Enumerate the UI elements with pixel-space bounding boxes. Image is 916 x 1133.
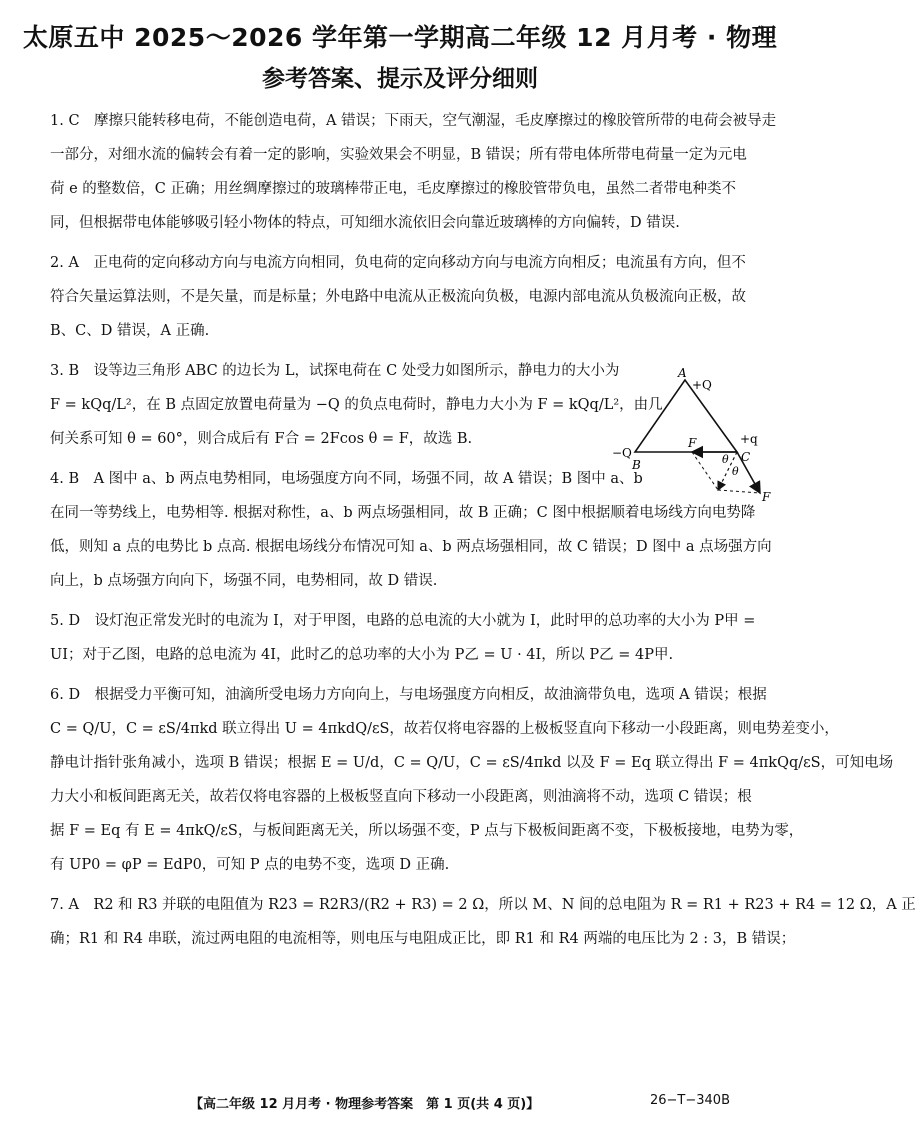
label-theta-2: θ: [732, 465, 739, 478]
answer-line: 一部分，对细水流的偏转会有着一定的影响，实验效果会不明显，B 错误；所有带电体所带电荷量一定为元电: [50, 147, 747, 163]
triangle-abc: [635, 380, 737, 452]
label-b: B: [632, 458, 641, 472]
answer-line: 向上，b 点场强方向向下，场强不同，电势相同，故 D 错误.: [50, 573, 438, 589]
label-f-left: F: [688, 436, 697, 450]
answer-7: [50, 888, 916, 956]
answer-line: 荷 e 的整数倍，C 正确；用丝绸摩擦过的玻璃棒带正电，毛皮摩擦过的橡胶管带负电，虽然二者带电种类不: [50, 181, 736, 197]
answer-line: 在同一等势线上，电势相等. 根据对称性，a、b 两点场强相同，故 B 正确；C 图中根据顺着电场线方向电势降: [50, 505, 756, 521]
answer-line: B、C、D 错误，A 正确.: [50, 323, 210, 339]
answer-line: 6. D 根据受力平衡可知，油滴所受电场力方向向上，与电场强度方向相反，故油滴带负电，选项 A 错误；根据: [50, 687, 767, 703]
answer-2: [50, 246, 765, 348]
answer-line: C = Q/U，C = εS/4πkd 联立得出 U = 4πkdQ/εS，故若仅将电容器的上极板竖直向下移动一小段距离，则电势差变小，: [50, 721, 839, 737]
label-a: A: [678, 366, 687, 380]
page-subtitle: 参考答案、提示及评分细则: [262, 66, 538, 92]
answer-1: [50, 104, 777, 240]
footer-page-info: 【高二年级 12 月月考 · 物理参考答案 第 1 页(共 4 页)】: [190, 1097, 540, 1112]
answer-line: 力大小和板间距离无关，故若仅将电容器的上极板竖直向下移动一小段距离，则油滴将不动，选项 C 错误；根: [50, 789, 752, 805]
label-plus-q-c: +q: [740, 432, 758, 446]
answer-line: 4. B A 图中 a、b 两点电势相同，电场强度方向不同，场强不同，故 A 错误；B 图中 a、b: [50, 471, 643, 487]
answer-line: 1. C 摩擦只能转移电荷，不能创造电荷，A 错误；下雨天，空气潮湿，毛皮摩擦过的橡胶管所带的电荷会被导走: [50, 113, 777, 129]
answer-line: UI；对于乙图，电路的总电流为 4I，此时乙的总功率的大小为 P乙 = U · 4I，所以 P乙 = 4P甲.: [50, 647, 674, 663]
footer-code: 26−T−340B: [650, 1093, 730, 1108]
label-minus-q: −Q: [612, 446, 632, 460]
answer-line: 有 UP0 = φP = EdP0，可知 P 点的电势不变，选项 D 正确.: [50, 857, 450, 873]
page-title: 太原五中 2025～2026 学年第一学期高二年级 12 月月考 · 物理: [22, 23, 778, 52]
answers-body: [50, 104, 916, 962]
answer-6: [50, 678, 894, 882]
answer-line: 3. B 设等边三角形 ABC 的边长为 L，试探电荷在 C 处受力如图所示，静电力的大小为: [50, 363, 620, 379]
label-plus-q-top: +Q: [692, 378, 712, 392]
answer-line: F = kQq/L²，在 B 点固定放置电荷量为 −Q 的负点电荷时，静电力大小为 F = kQq/L²，由几: [50, 397, 663, 413]
label-theta-1: θ: [722, 453, 729, 466]
answer-line: 5. D 设灯泡正常发光时的电流为 I，对于甲图，电路的总电流的大小就为 I，此时甲的总功率的大小为 P甲 =: [50, 613, 756, 629]
parallelogram-edge: [718, 490, 760, 493]
force-triangle-diagram: [600, 365, 770, 505]
answer-line: 何关系可知 θ = 60°，则合成后有 F合 = 2Fcos θ = F，故选 B.: [50, 431, 473, 447]
answer-line: 静电计指针张角减小，选项 B 错误；根据 E = U/d，C = Q/U，C = εS/4πkd 以及 F = Eq 联立得出 F = 4πkQq/εS，可知电场: [50, 755, 894, 771]
answer-5: [50, 604, 765, 672]
parallelogram-edge: [692, 452, 718, 490]
answer-line: 据 F = Eq 有 E = 4πkQ/εS，与板间距离无关，所以场强不变，P 点与下极板间距离不变，下极板接地，电势为零，: [50, 823, 804, 839]
answer-line: 确；R1 和 R4 串联，流过两电阻的电流相等，则电压与电阻成正比，即 R1 和 R4 两端的电压比为 2 : 3，B 错误；: [50, 931, 796, 947]
answer-line: 2. A 正电荷的定向移动方向与电流方向相同，负电荷的定向移动方向与电流方向相反；电流虽有方向，但不: [50, 255, 746, 271]
answer-line: 符合矢量运算法则，不是矢量，而是标量；外电路中电流从正极流向负极，电源内部电流从负极流向正极，故: [50, 289, 746, 305]
answer-line: 同，但根据带电体能够吸引轻小物体的特点，可知细水流依旧会向靠近玻璃棒的方向偏转，D 错误.: [50, 215, 680, 231]
answer-line: 低，则知 a 点的电势比 b 点高. 根据电场线分布情况可知 a、b 两点场强相同，故 C 错误；D 图中 a 点场强方向: [50, 539, 772, 555]
answer-line: 7. A R2 和 R3 并联的电阻值为 R23 = R2R3/(R2 + R3) = 2 Ω，所以 M、N 间的总电阻为 R = R1 + R23 + R4 = 12 Ω，A 正: [50, 897, 916, 913]
label-c: C: [741, 450, 751, 464]
label-f-down: F: [762, 490, 771, 504]
